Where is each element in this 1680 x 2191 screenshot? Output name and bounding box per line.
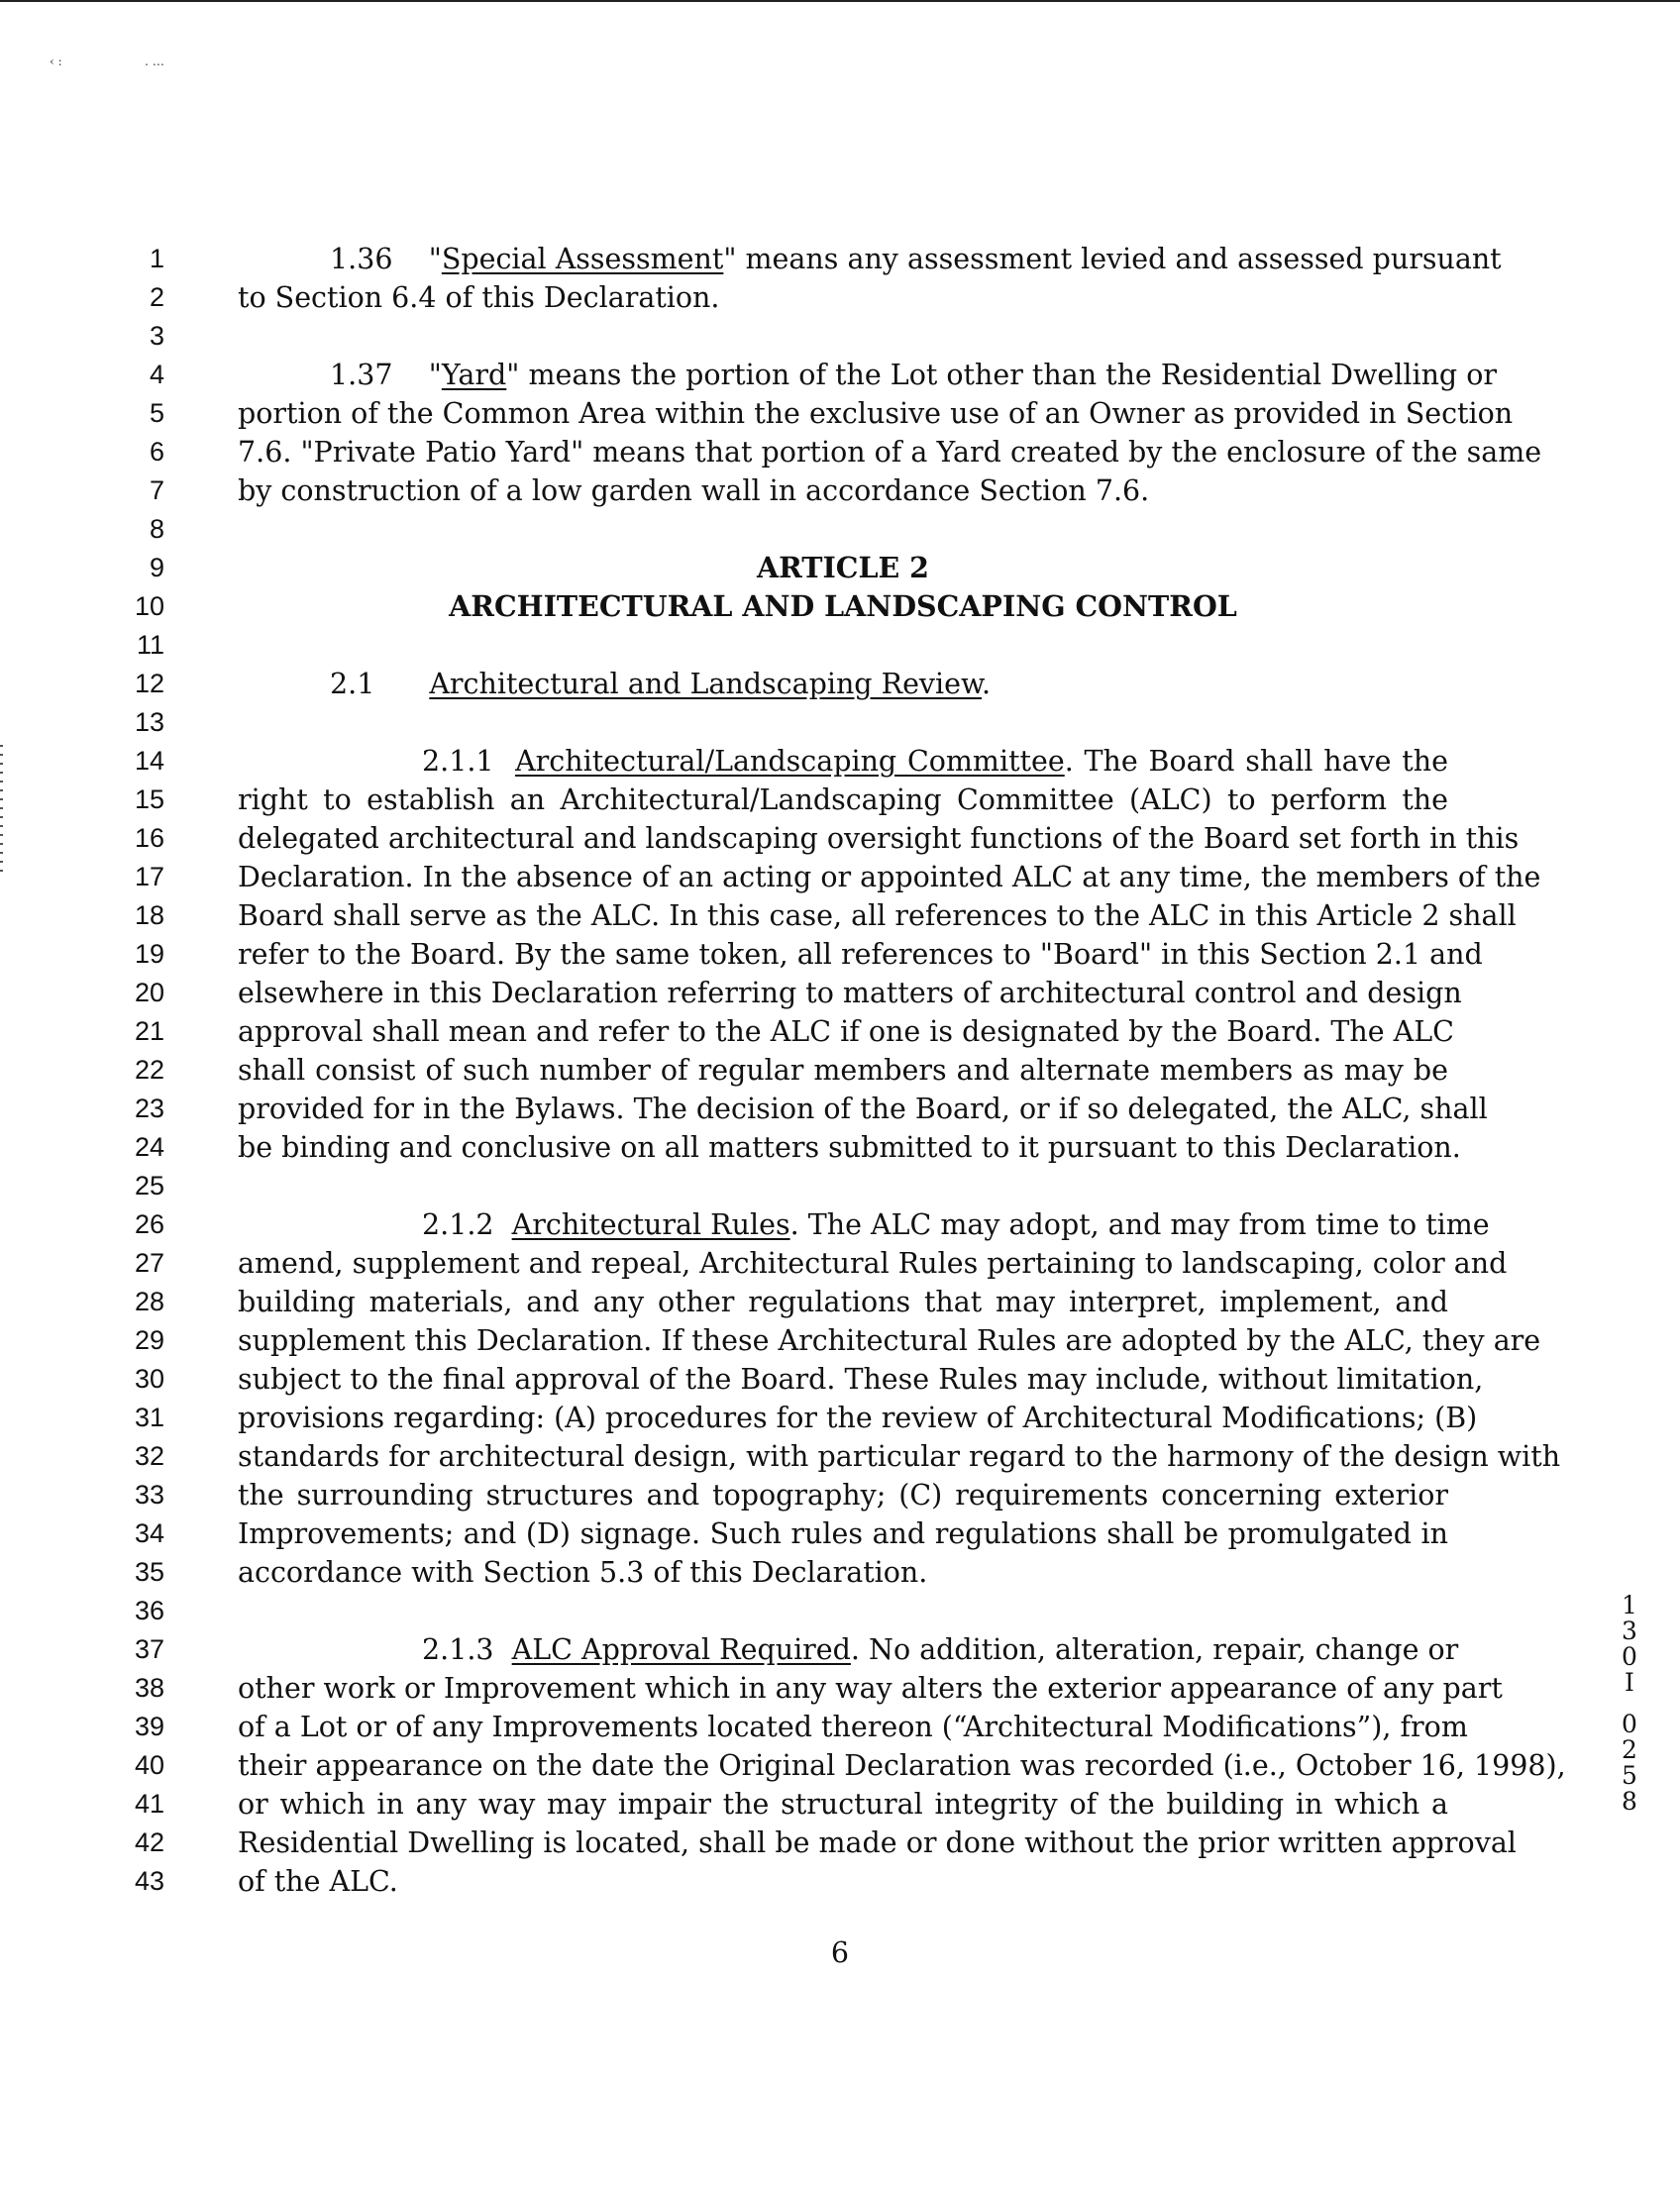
stamp-char: I bbox=[1625, 1668, 1634, 1697]
line-number: 16 bbox=[134, 823, 164, 853]
line-number: 22 bbox=[134, 1055, 164, 1085]
line-number: 11 bbox=[136, 630, 164, 660]
line-number: 19 bbox=[134, 939, 164, 969]
line-number: 3 bbox=[149, 321, 164, 351]
stamp-char: 1 bbox=[1622, 1591, 1637, 1619]
line-number: 28 bbox=[134, 1287, 164, 1316]
line-number: 4 bbox=[149, 360, 164, 389]
section-2-1-2-line: building materials, and any other regulations that may interpret, implement, and bbox=[238, 1286, 1448, 1318]
line-number: 39 bbox=[134, 1712, 164, 1741]
line-number: 30 bbox=[134, 1364, 164, 1394]
line-number: 17 bbox=[134, 862, 164, 891]
section-1-36-line-1: 1.36 "Special Assessment" means any assessment levied and assessed pursuant bbox=[330, 243, 1502, 275]
line-number: 18 bbox=[134, 900, 164, 930]
line-number: 8 bbox=[149, 514, 164, 544]
line-number: 26 bbox=[134, 1209, 164, 1239]
line-number: 23 bbox=[134, 1094, 164, 1123]
line-number: 21 bbox=[134, 1016, 164, 1046]
line-number: 1 bbox=[149, 244, 164, 273]
stamp-char: 5 bbox=[1622, 1761, 1637, 1790]
section-2-1-3-line: other work or Improvement which in any way alters the exterior appearance of any part bbox=[238, 1672, 1503, 1705]
line-number: 37 bbox=[134, 1634, 164, 1664]
scan-marks: ‹ : ․ … bbox=[50, 54, 164, 68]
line-number: 15 bbox=[134, 784, 164, 814]
section-2-1-1-line: be binding and conclusive on all matters submitted to it pursuant to this Declaration. bbox=[238, 1131, 1461, 1164]
line-number: 42 bbox=[134, 1827, 164, 1857]
line-number: 25 bbox=[134, 1171, 164, 1200]
line-number: 24 bbox=[134, 1132, 164, 1162]
section-1-37-line-4: by construction of a low garden wall in accordance Section 7.6. bbox=[238, 474, 1150, 507]
stamp-char: 0 bbox=[1622, 1642, 1637, 1671]
line-number: 31 bbox=[134, 1403, 164, 1432]
line-number: 7 bbox=[149, 475, 164, 505]
line-number: 12 bbox=[134, 669, 164, 698]
section-2-1-1-line: provided for in the Bylaws. The decision of the Board, or if so delegated, the ALC, shall bbox=[238, 1093, 1488, 1125]
article-title: ARCHITECTURAL AND LANDSCAPING CONTROL bbox=[449, 589, 1237, 623]
stamp-char: 8 bbox=[1622, 1787, 1637, 1816]
line-number: 32 bbox=[134, 1441, 164, 1471]
stamp-char: 0 bbox=[1622, 1710, 1637, 1738]
article-label: ARTICLE 2 bbox=[756, 551, 930, 584]
section-2-1-3-line: Residential Dwelling is located, shall be made or done without the prior written approval bbox=[238, 1826, 1517, 1859]
section-2-1-1-line: refer to the Board. By the same token, all references to "Board" in this Section 2.1 and bbox=[238, 938, 1483, 971]
section-2-1-2-line: subject to the final approval of the Board. These Rules may include, without limitation, bbox=[238, 1363, 1484, 1396]
section-2-1-2-line: standards for architectural design, with particular regard to the harmony of the design with bbox=[238, 1440, 1561, 1473]
section-2-1-1-line: Declaration. In the absence of an acting or appointed ALC at any time, the members of the bbox=[238, 861, 1541, 893]
section-1-37-line-1: 1.37 "Yard" means the portion of the Lot other than the Residential Dwelling or bbox=[330, 359, 1498, 391]
line-number: 14 bbox=[134, 746, 164, 776]
line-number: 10 bbox=[134, 591, 164, 621]
stamp-char: 2 bbox=[1622, 1735, 1637, 1764]
line-number: 13 bbox=[134, 707, 164, 737]
section-2-1-2-line: supplement this Declaration. If these Architectural Rules are adopted by the ALC, they are bbox=[238, 1324, 1541, 1357]
line-number: 40 bbox=[134, 1750, 164, 1780]
line-number: 35 bbox=[134, 1557, 164, 1587]
defined-term-special-assessment: Special Assessment bbox=[441, 243, 724, 275]
line-number: 43 bbox=[134, 1866, 164, 1896]
section-2-1-3-line-1: 2.1.3 ALC Approval Required. No addition, alteration, repair, change or bbox=[422, 1633, 1459, 1666]
section-2-1-2-line: accordance with Section 5.3 of this Declaration. bbox=[238, 1556, 928, 1589]
section-2-1-1-line: shall consist of such number of regular members and alternate members as may be bbox=[238, 1054, 1448, 1087]
line-number: 20 bbox=[134, 978, 164, 1007]
section-2-1-3-line: or which in any way may impair the structural integrity of the building in which a bbox=[238, 1788, 1448, 1821]
section-1-37-line-2: portion of the Common Area within the exclusive use of an Owner as provided in Section bbox=[238, 397, 1514, 430]
line-number: 38 bbox=[134, 1673, 164, 1703]
line-number: 27 bbox=[134, 1248, 164, 1278]
line-number: 36 bbox=[134, 1596, 164, 1625]
section-2-1-1-line: delegated architectural and landscaping oversight functions of the Board set forth in this bbox=[238, 822, 1520, 855]
section-2-1-2-line: Improvements; and (D) signage. Such rules and regulations shall be promulgated in bbox=[238, 1517, 1448, 1550]
section-2-1-2-line: the surrounding structures and topography; (C) requirements concerning exterior bbox=[238, 1479, 1448, 1512]
section-2-1-3-line: of a Lot or of any Improvements located thereon (“Architectural Modifications”), from bbox=[238, 1711, 1468, 1743]
line-number: 2 bbox=[149, 282, 164, 312]
section-2-1-2-line-1: 2.1.2 Architectural Rules. The ALC may adopt, and may from time to time bbox=[422, 1208, 1490, 1241]
line-number: 5 bbox=[149, 398, 164, 428]
section-2-1-1-title: Architectural/Landscaping Committee bbox=[515, 745, 1065, 778]
page-number: 6 bbox=[830, 1936, 850, 1969]
section-1-37-line-3: 7.6. "Private Patio Yard" means that portion of a Yard created by the enclosure of the same bbox=[238, 436, 1542, 469]
section-2-1-2-line: amend, supplement and repeal, Architectural Rules pertaining to landscaping, color and bbox=[238, 1247, 1508, 1280]
defined-term-yard: Yard bbox=[441, 359, 507, 391]
line-number: 9 bbox=[149, 553, 164, 582]
line-number: 29 bbox=[134, 1325, 164, 1355]
recording-stamp bbox=[1615, 1593, 1644, 1815]
section-1-36-line-2: to Section 6.4 of this Declaration. bbox=[238, 281, 720, 314]
section-2-1-2-line: provisions regarding: (A) procedures for the review of Architectural Modifications; (B) bbox=[238, 1402, 1478, 1434]
section-2-1-1-line: approval shall mean and refer to the ALC if one is designated by the Board. The ALC bbox=[238, 1015, 1454, 1048]
stamp-char: 3 bbox=[1622, 1617, 1637, 1645]
line-number: 41 bbox=[134, 1789, 164, 1819]
section-2-1-1-line: Board shall serve as the ALC. In this case, all references to the ALC in this Article 2 shall bbox=[238, 899, 1517, 932]
line-number: 33 bbox=[134, 1480, 164, 1510]
line-number: 34 bbox=[134, 1518, 164, 1548]
section-2-1-3-title: ALC Approval Required bbox=[511, 1633, 851, 1666]
section-2-1-3-line: of the ALC. bbox=[238, 1865, 398, 1898]
section-2-1-heading: 2.1 Architectural and Landscaping Review. bbox=[330, 668, 992, 700]
section-2-1-3-line: their appearance on the date the Original Declaration was recorded (i.e., October 16, 1998), bbox=[238, 1749, 1566, 1782]
section-2-1-1-line: elsewhere in this Declaration referring to matters of architectural control and design bbox=[238, 977, 1462, 1009]
section-2-1-2-title: Architectural Rules bbox=[511, 1208, 790, 1241]
line-number: 6 bbox=[149, 437, 164, 467]
section-2-1-1-line: right to establish an Architectural/Landscaping Committee (ALC) to perform the bbox=[238, 783, 1448, 816]
section-2-1-1-line-1: 2.1.1 Architectural/Landscaping Committee. The Board shall have the bbox=[422, 745, 1448, 778]
